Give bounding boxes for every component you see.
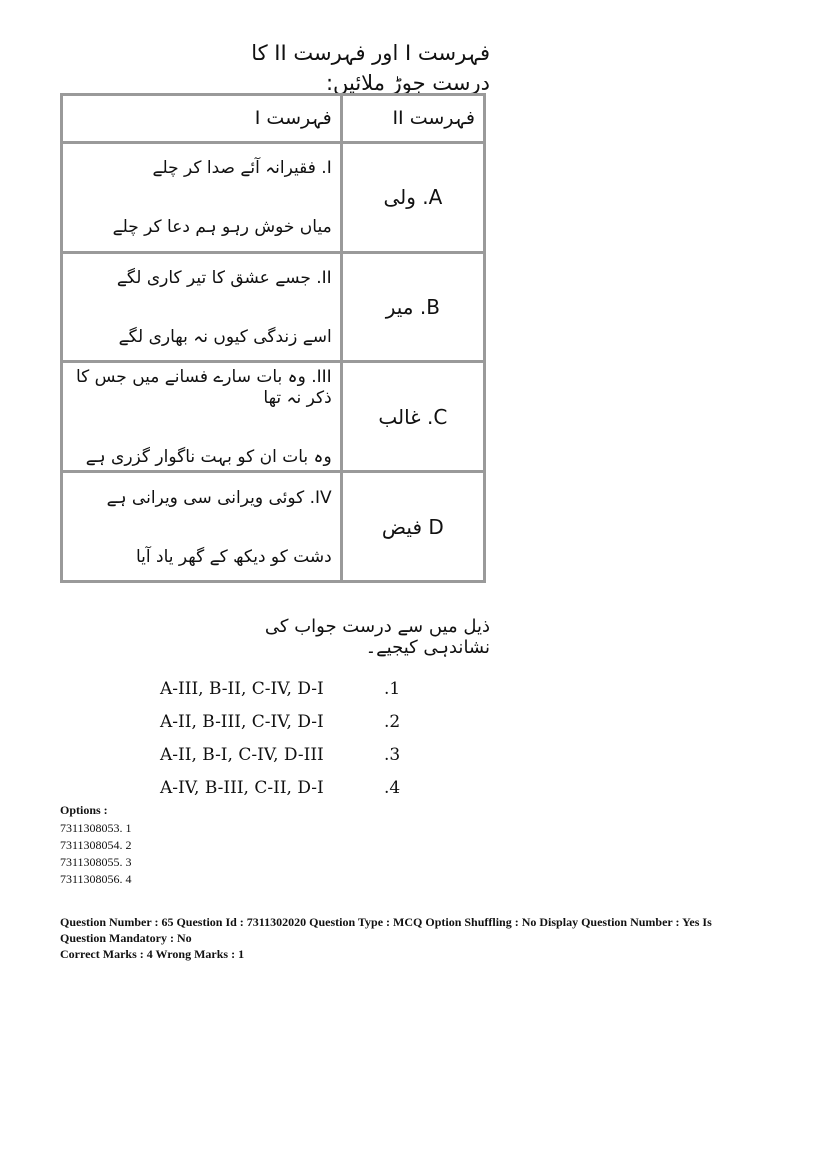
answer-choice xyxy=(160,676,410,709)
answer-choice xyxy=(160,742,410,775)
question-meta xyxy=(60,914,760,962)
list1-header: فہرست I xyxy=(62,95,342,143)
option-id: 7311308056. 4 xyxy=(60,872,132,886)
couplet-line-1: II. جسے عشق کا تیر کاری لگے xyxy=(116,267,332,288)
list2-header: فہرست II xyxy=(341,95,484,143)
couplet-line-1: III. وہ بات سارے فسانے میں جس کا ذکر نہ تھا xyxy=(75,367,332,409)
answer-number: .3 xyxy=(384,745,401,765)
answer-text: A-II, B-I, C-IV, D-III xyxy=(160,745,324,765)
couplet-line-2: دشت کو دیکھ کے گھر یاد آیا xyxy=(135,546,332,567)
couplet-cell xyxy=(62,472,342,582)
poet-cell: B. میر xyxy=(341,252,484,362)
question-instruction: ذیل میں سے درست جواب کی نشاندہی کیجیے۔ xyxy=(264,616,490,658)
couplet-line-1: IV. کوئی ویرانی سی ویرانی ہے xyxy=(106,487,332,508)
couplet-line-2: اسے زندگی کیوں نہ بھاری لگے xyxy=(118,326,332,347)
table-header-row xyxy=(62,95,485,143)
couplet-line-2: وہ بات ان کو بہت ناگوار گزری ہے xyxy=(85,447,332,468)
poet-cell: D فیض xyxy=(341,472,484,582)
couplet-cell xyxy=(62,362,342,472)
answer-choice xyxy=(160,709,410,742)
table-row xyxy=(62,362,485,472)
answer-number: .2 xyxy=(384,712,401,732)
couplet-line-1: I. فقیرانہ آئے صدا کر چلے xyxy=(152,158,332,179)
question-meta-line-2: Question Mandatory : No xyxy=(60,931,192,945)
question-marks: Correct Marks : 4 Wrong Marks : 1 xyxy=(60,947,245,961)
answer-choices xyxy=(160,676,410,808)
match-table xyxy=(60,93,486,583)
answer-text: A-III, B-II, C-IV, D-I xyxy=(160,679,324,699)
option-id: 7311308054. 2 xyxy=(60,838,132,852)
options-list xyxy=(60,820,132,888)
poet-cell: C. غالب xyxy=(341,362,484,472)
answer-text: A-II, B-III, C-IV, D-I xyxy=(160,712,324,732)
answer-text: A-IV, B-III, C-II, D-I xyxy=(160,778,324,798)
couplet-cell xyxy=(62,142,342,252)
couplet-line-2: میاں خوش رہو ہم دعا کر چلے xyxy=(112,217,332,238)
answer-number: .4 xyxy=(384,778,401,798)
table-row xyxy=(62,252,485,362)
option-id: 7311308055. 3 xyxy=(60,855,132,869)
question-meta-line-1: Question Number : 65 Question Id : 7311302020 Question Type : MCQ Option Shuffling : No Display Question Number : Yes Is xyxy=(60,915,712,929)
poet-cell: A. ولی xyxy=(341,142,484,252)
table-row xyxy=(62,472,485,582)
answer-choice xyxy=(160,775,410,808)
option-id: 7311308053. 1 xyxy=(60,821,132,835)
couplet-cell xyxy=(62,252,342,362)
answer-number: .1 xyxy=(384,679,401,699)
table-row xyxy=(62,142,485,252)
options-label: Options : xyxy=(60,803,108,817)
question-heading: فہرست I اور فہرست II کا درست جوڑ ملائیں: xyxy=(251,41,490,95)
